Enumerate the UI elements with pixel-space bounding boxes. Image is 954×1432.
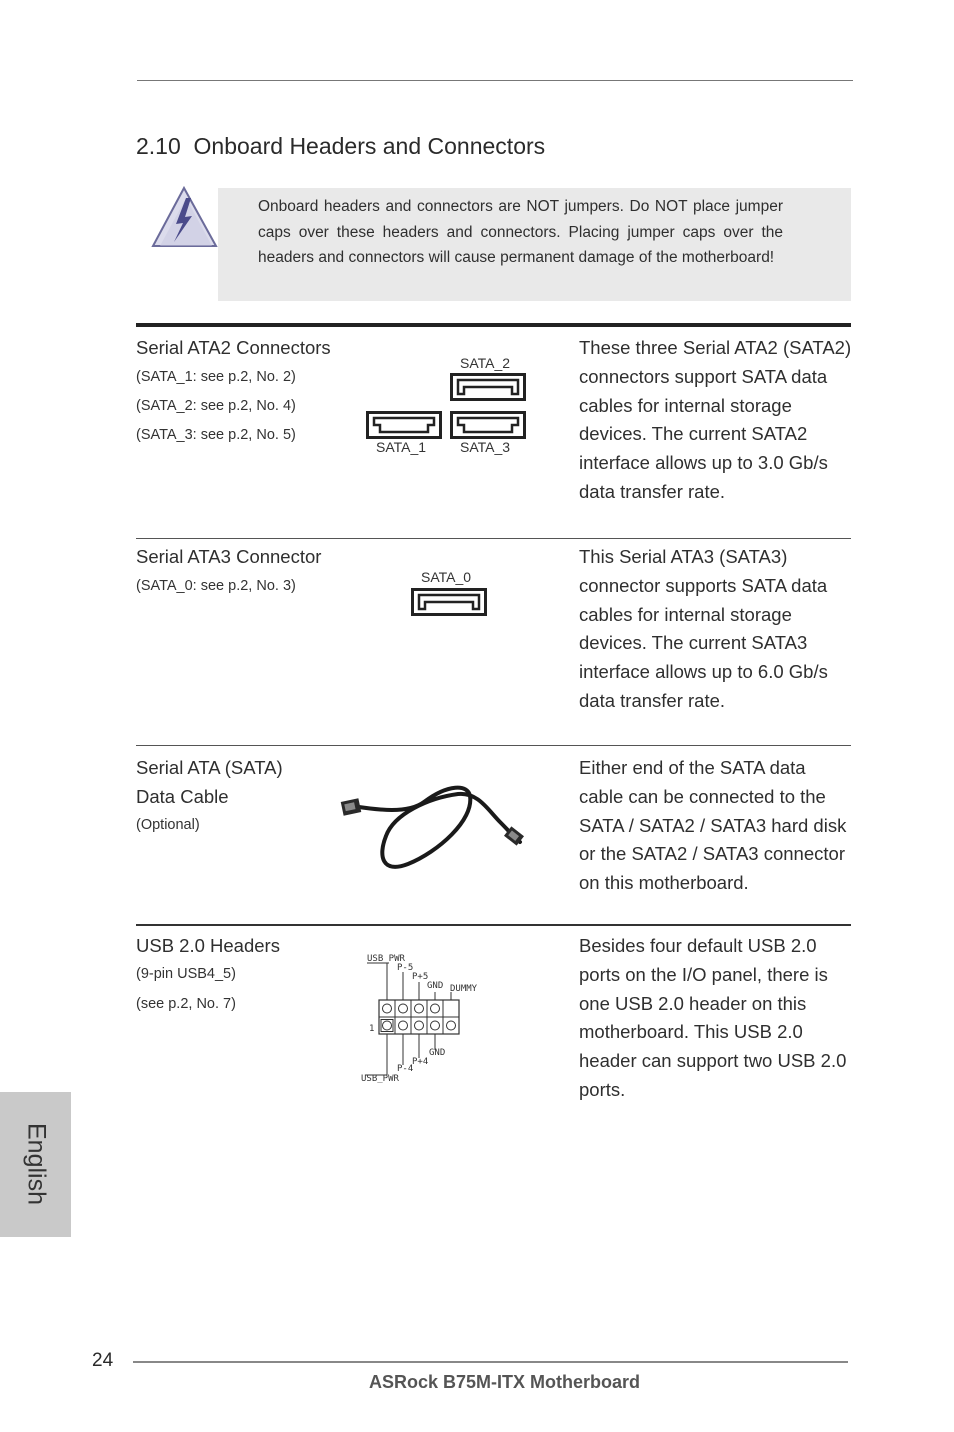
sata-cable-description: Either end of the SATA data cable can be connected to the SATA / SATA2 / SATA3 hard disk or the SATA2 / SATA3 connector on this motherboard.	[579, 757, 847, 894]
sata2-title: Serial ATA2 Connectors	[136, 337, 331, 358]
pin1-label: 1	[369, 1024, 375, 1034]
sata3-label: SATA_3	[460, 439, 511, 455]
sata0-label: SATA_0	[421, 569, 472, 585]
gnd-bottom-label: GND	[429, 1048, 446, 1058]
sata2-connector-icon	[450, 373, 526, 401]
sata2-label: SATA_2	[460, 355, 511, 371]
usb-sub-2: (see p.2, No. 7)	[136, 996, 236, 1012]
footer-title: ASRock B75M-ITX Motherboard	[368, 1372, 641, 1392]
p-minus-4-label: P-4	[397, 1064, 414, 1074]
sata-cable-image	[338, 780, 528, 872]
sata3-sub-1: (SATA_0: see p.2, No. 3)	[136, 578, 296, 594]
section-title: 2.10 Onboard Headers and Connectors	[136, 133, 546, 159]
sata-cable-title-line2: Data Cable	[136, 786, 229, 807]
language-side-tab-label: English	[22, 1123, 51, 1205]
sata2-sub-2: (SATA_2: see p.2, No. 4)	[136, 398, 296, 414]
p-minus-5-label: P-5	[397, 963, 414, 973]
p-plus-5-label: P+5	[412, 972, 429, 982]
top-rule	[137, 80, 853, 81]
footer-rule	[133, 1361, 848, 1363]
section-divider-thick	[136, 323, 851, 327]
sata2-description: These three Serial ATA2 (SATA2) connectors support SATA data cables for internal storage devices. The current SATA2 interface allows up to 3.0 Gb/s data transfer rate.	[579, 337, 852, 502]
usb-title: USB 2.0 Headers	[136, 935, 280, 956]
sata-cable-title-line1: Serial ATA (SATA)	[136, 757, 283, 778]
sata2-sub-1: (SATA_1: see p.2, No. 2)	[136, 369, 296, 385]
sata-cable-sub: (Optional)	[136, 817, 200, 833]
p-plus-4-label: P+4	[412, 1057, 429, 1067]
sata0-connector-icon	[411, 588, 487, 616]
usb-header-diagram	[355, 952, 495, 1088]
sata1-label: SATA_1	[376, 439, 427, 455]
warning-text: Onboard headers and connectors are NOT jumpers. Do NOT place jumper caps over these headers and connectors. Placing jumper caps over the headers and connectors will cause permanent damage of the motherboard!	[258, 198, 783, 266]
entry-divider-2	[136, 745, 851, 746]
entry-divider-3	[136, 924, 851, 926]
sata3-description: This Serial ATA3 (SATA3) connector supports SATA data cables for internal storage devices. The current SATA3 interface allows up to 6.0 Gb/s data transfer rate.	[579, 546, 828, 711]
usb-pwr-bottom-label: USB_PWR	[361, 1074, 399, 1084]
entry-divider-1	[136, 538, 851, 539]
dummy-label: DUMMY	[450, 984, 478, 994]
sata1-connector-icon	[366, 411, 442, 439]
usb-description: Besides four default USB 2.0 ports on the I/O panel, there is one USB 2.0 header on this motherboard. This USB 2.0 header can support two USB 2.0 ports.	[579, 935, 847, 1100]
warning-triangle-lightning-icon	[150, 184, 220, 250]
gnd-top-label: GND	[427, 981, 444, 991]
usb-sub-1: (9-pin USB4_5)	[136, 966, 236, 982]
page-number: 24	[92, 1350, 114, 1371]
sata2-sub-3: (SATA_3: see p.2, No. 5)	[136, 427, 296, 443]
sata3-title: Serial ATA3 Connector	[136, 546, 322, 567]
usb-pwr-top-label: USB_PWR	[367, 954, 405, 964]
sata3-connector-icon	[450, 411, 526, 439]
